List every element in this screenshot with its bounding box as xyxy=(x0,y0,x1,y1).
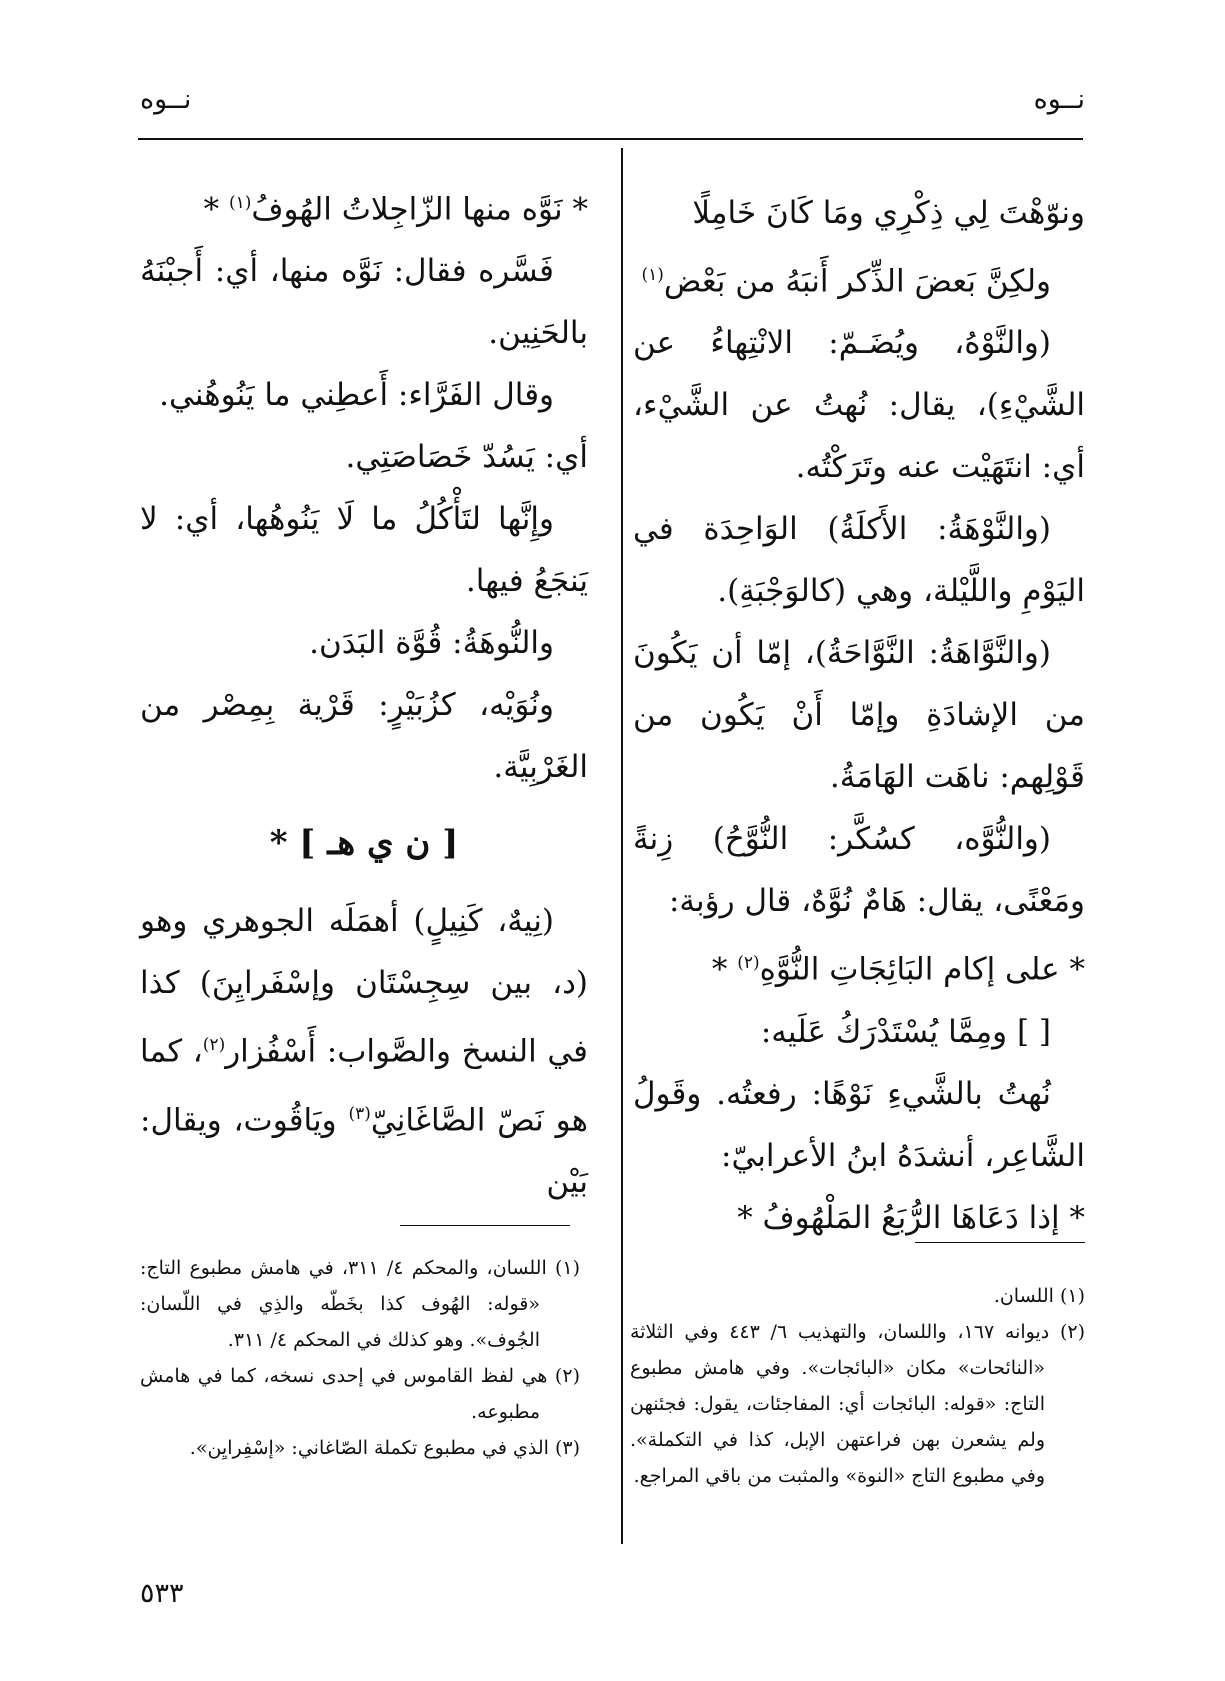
verse-end-star: * xyxy=(203,191,220,228)
header-entry-word-left: نــوه xyxy=(140,84,192,115)
header-rule xyxy=(138,138,1083,140)
paragraph: فَسَّره فقال: نَوَّه منها، أي: أَجبْنَهُ بالحَنِين. xyxy=(140,253,588,352)
verse-line: * نَوَّه منها الزّاجِلاتُ الهُوفُ$^{(١)}$ * xyxy=(203,191,588,228)
paragraph: (نِيهٌ، كَنِيلٍ) أهمَلَه الجوهري وهو (د، بين سِجِسْتَان وإسْفَرايِنَ) كذا في النسخ والصَّواب: أَسْفُزار$^{(٢)}$، كما هو نَصّ الصَّاغَانِيّ$^{(٣)}$ ويَاقُوت، ويقال: بَيْن xyxy=(140,903,589,1200)
footnote: (١) اللسان. xyxy=(993,1285,1085,1307)
verse-line: * على إكام البَائِجَاتِ النُّوَّهِ$^{(٢)}$ * xyxy=(711,951,1085,988)
footnote-marker: (٢) xyxy=(202,1035,226,1056)
footnote-rule xyxy=(400,1225,570,1226)
paragraph: أي: يَسُدّ خَصَاصَتِي. xyxy=(345,439,588,476)
right-column xyxy=(633,182,1085,1249)
footnote: (٣) الذي في مطبوع تكملة الصّاغاني: «إسْفِرايِن». xyxy=(189,1437,580,1459)
verse-line: ولكِنَّ بَعضَ الذِّكر أَنبَهُ من بَعْض$^{(١)}$ xyxy=(641,263,1051,300)
column-divider xyxy=(621,148,623,1544)
verse-line: * إذا دَعَاهَا الرُّبَعُ المَلْهُوفُ * xyxy=(737,1199,1085,1236)
footnotes-right xyxy=(630,1278,1085,1494)
paragraph: (والنَّوْهَةُ: الأَكلَةُ) الوَاحِدَة في اليَوْمِ واللَّيْلة، وهي (كالوَجْبَةِ). xyxy=(633,511,1085,610)
footnote-marker: (١) xyxy=(641,265,664,285)
paragraph: (والنَّوْهُ، ويُضَـمّ: الانْتِهاءُ عن الشَّيْءِ)، يقال: نُهتُ عن الشَّيْء، أي: انتَهَيْت عنه وتَرَكْتُه. xyxy=(633,325,1085,486)
footnote: (١) اللسان، والمحكم ٤/ ٣١١، في هامش مطبوع التاج: «قوله: الهُوف كذا بخَطّه والذِي في اللّسان: الجُوف». وهو كذلك في المحكم ٤/ ٣١١. xyxy=(140,1257,581,1351)
footnote-rule xyxy=(915,1242,1085,1243)
verse-end-star: * xyxy=(711,951,728,988)
page-number: ٥٣٣ xyxy=(140,1578,184,1609)
paragraph: وقال الفَرَّاء: أَعطِني ما يَنُوهُني. xyxy=(159,377,554,414)
paragraph: وإِنَّها لتَأْكُلُ ما لَا يَنُوهُها، أي: لا يَنجَعُ فيها. xyxy=(140,501,588,600)
footnote-marker: (٢) xyxy=(737,953,760,974)
verse-line: ونوّهْتَ لِي ذِكْرِي ومَا كَانَ خَامِلًا xyxy=(692,195,1085,231)
footnote-marker: (١) xyxy=(228,193,252,213)
section-heading: [ ن ي هـ ] * xyxy=(269,823,459,864)
footnote-marker: (٣) xyxy=(348,1103,371,1124)
paragraph: (والنَّوَّاهَةُ: النَّوَّاحَةُ)، إمّا أن يَكُونَ من الإشادَةِ وإمّا أَنْ يَكُون من قَوْلِهم: ناهَت الهَامَةُ. xyxy=(633,635,1085,796)
left-column xyxy=(140,172,588,1213)
footnotes-left xyxy=(140,1250,580,1466)
footnote: (٢) ديوانه ١٦٧، واللسان، والتهذيب ٦/ ٤٤٣ وفي الثلاثة «النائحات» مكان «البائجات». وفي هامش مطبوع التاج: «قوله: البائجات أي: المفاجئات، يقول: فجئنهن ولم يشعرن بهن فراعتهن الإبل، كذا في التكملة». وفي مطبوع التاج «النوة» والمثبت من باقي المراجع. xyxy=(630,1321,1085,1487)
paragraph: نُهتُ بالشَّيءِ نَوْهًا: رفعتُه. وقَولُ الشَّاعِر، أنشدَهُ ابنُ الأعرابيّ: xyxy=(633,1075,1085,1174)
header-entry-word-right: نــوه xyxy=(1033,84,1085,115)
addendum-heading: [ ] ومِمَّا يُسْتَدْرَكُ عَلَيه: xyxy=(760,1013,1051,1050)
paragraph: ونُوَيْه، كزُبَيْرٍ: قَرْية بِمِصْر من الغَرْبِيَّة. xyxy=(140,687,588,786)
footnote: (٢) هي لفظ القاموس في إحدى نسخه، كما في هامش مطبوعه. xyxy=(140,1365,580,1423)
paragraph: (والنُّوَّه، كسُكَّر: النُّوَّحُ) زِنةً ومَعْنًى، يقال: هَامٌ نُوَّهٌ، قال رؤبة: xyxy=(633,821,1085,920)
paragraph: والنُّوهَةُ: قُوَّة البَدَن. xyxy=(309,625,554,662)
